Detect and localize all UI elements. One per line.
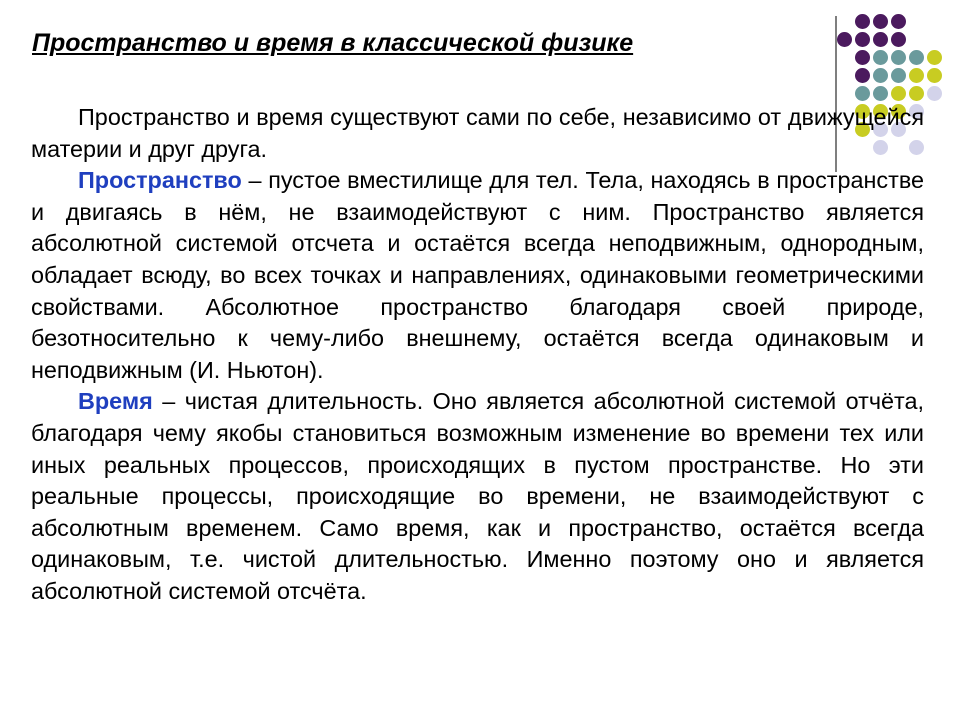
dot xyxy=(855,86,870,101)
dot xyxy=(855,50,870,65)
slide-body xyxy=(31,102,924,608)
dot xyxy=(855,68,870,83)
dot xyxy=(927,86,942,101)
dot xyxy=(855,32,870,47)
time-definition: – чистая длительность. Оно является абсолютной системой отчёта, благодаря чему якобы становиться возможным изменение во времени тех или иных реальных процессов, происходящих в пустом пространстве. Но эти реальные процессы, происходящие во времени, не взаимодействуют с абсолютным временем. Само время, как и пространство, остаётся всегда одинаковым, т.е. чистой длительностью. Именно поэтому оно и является абсолютной системой отсчёта. xyxy=(31,388,924,604)
dot xyxy=(873,32,888,47)
dot xyxy=(855,14,870,29)
intro-paragraph xyxy=(31,102,924,165)
dot xyxy=(873,86,888,101)
dot xyxy=(909,86,924,101)
space-paragraph xyxy=(31,165,924,386)
slide-title: Пространство и время в классической физике xyxy=(32,29,634,57)
space-term: Пространство xyxy=(78,167,242,194)
time-term: Время xyxy=(78,388,153,415)
dot xyxy=(891,86,906,101)
dot xyxy=(891,68,906,83)
space-definition: – пустое вместилище для тел. Тела, находясь в пространстве и двигаясь в нём, не взаимодействуют с ним. Пространство является абсолютной системой отсчета и остаётся всегда неподвижным, однородным, обладает всюду, во всех точках и направлениях, одинаковыми геометрическими свойствами. Абсолютное пространство благодаря своей природе, безотносительно к чему-либо внешнему, остаётся всегда одинаковым и неподвижным (И. Ньютон). xyxy=(31,167,924,383)
time-paragraph xyxy=(31,386,924,607)
dot xyxy=(891,32,906,47)
dot xyxy=(873,14,888,29)
dot xyxy=(909,50,924,65)
dot xyxy=(873,68,888,83)
intro-text: Пространство и время существуют сами по себе, независимо от движущейся материи и друг друга. xyxy=(31,104,924,162)
dot xyxy=(927,50,942,65)
dot xyxy=(909,68,924,83)
dot xyxy=(891,14,906,29)
dot xyxy=(927,68,942,83)
dot xyxy=(891,50,906,65)
dot xyxy=(837,32,852,47)
dot xyxy=(873,50,888,65)
